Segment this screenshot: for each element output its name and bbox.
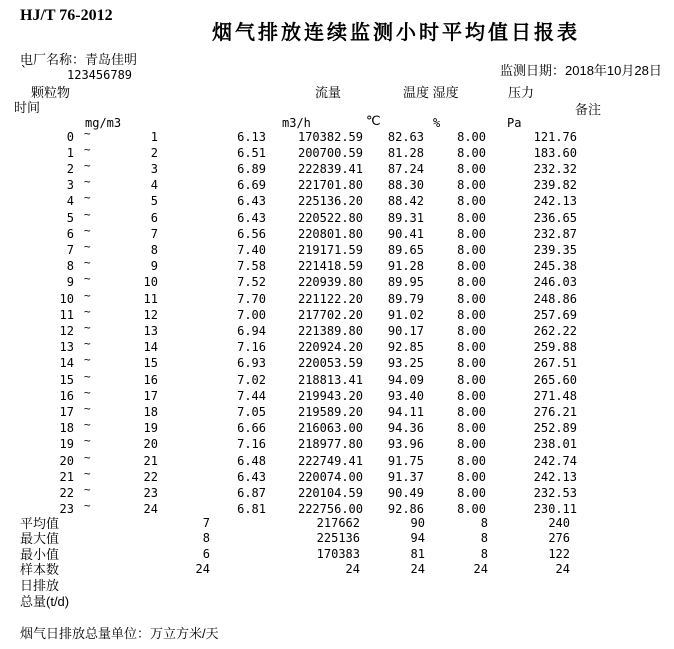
humidity-value: 8.00 (457, 226, 486, 241)
table-row (0, 239, 674, 260)
column-header-flow: 流量 (315, 85, 342, 100)
pressure-value: 238.01 (533, 437, 577, 452)
hour-to: 9 (150, 259, 158, 274)
hour-from: 20 (59, 453, 74, 468)
hour-from: 19 (59, 437, 74, 452)
tilde-separator: ~ (84, 385, 91, 399)
temperature-value: 93.96 (387, 437, 424, 452)
column-header-temp-humidity: 温度 湿度 (403, 85, 459, 100)
hour-to: 16 (143, 372, 158, 387)
temperature-summary: 90 (410, 515, 425, 530)
humidity-value: 8.00 (457, 178, 486, 193)
hour-to: 12 (143, 307, 158, 322)
table-row (0, 126, 674, 147)
hour-to: 1 (150, 129, 158, 144)
hour-to: 18 (143, 404, 158, 419)
hour-from: 5 (66, 210, 74, 225)
pressure-summary: 240 (548, 515, 570, 530)
table-row (0, 272, 674, 292)
flow-value: 219943.20 (297, 388, 363, 403)
humidity-value: 8.00 (457, 372, 486, 387)
hour-from: 14 (59, 356, 74, 371)
pressure-value: 252.89 (533, 421, 577, 436)
hour-from: 23 (59, 502, 74, 517)
temperature-value: 93.25 (387, 356, 424, 371)
tilde-separator: ~ (84, 450, 91, 464)
plant-name-label: 电厂名称：青岛佳明 (20, 52, 138, 67)
tilde-separator: ~ (84, 466, 91, 480)
pressure-summary: 276 (548, 531, 570, 546)
hour-to: 6 (150, 210, 158, 225)
humidity-value: 8.00 (457, 275, 486, 290)
dust-summary: 6 (202, 546, 210, 561)
humidity-value: 8.00 (457, 340, 486, 355)
dust-value: 6.56 (237, 226, 266, 241)
summary-row (0, 532, 674, 548)
hour-to: 21 (143, 453, 158, 468)
table-row (0, 175, 674, 195)
humidity-value: 8.00 (457, 259, 486, 274)
table-row (0, 434, 674, 454)
tilde-separator: ~ (84, 369, 91, 383)
hour-from: 22 (59, 485, 74, 500)
humidity-value: 8.00 (457, 356, 486, 371)
temperature-value: 89.95 (387, 275, 424, 290)
humidity-value: 8.00 (457, 210, 486, 225)
pressure-value: 242.13 (533, 194, 577, 209)
hour-to: 22 (143, 469, 158, 484)
temperature-value: 90.49 (387, 485, 424, 500)
dust-value: 6.51 (237, 145, 266, 160)
humidity-value: 8.00 (457, 161, 486, 176)
tilde-separator: ~ (84, 337, 91, 351)
dust-value: 6.43 (237, 469, 266, 484)
hour-from: 18 (59, 421, 74, 436)
dust-value: 6.93 (237, 356, 266, 371)
hour-to: 2 (150, 145, 158, 160)
tilde-separator: ~ (84, 126, 91, 140)
pressure-value: 265.60 (533, 372, 577, 387)
humidity-summary: 8 (480, 515, 488, 530)
hour-from: 8 (66, 259, 74, 274)
table-row (0, 223, 674, 244)
column-header-pressure: 压力 (508, 85, 535, 100)
hour-to: 10 (143, 275, 158, 290)
pressure-value: 267.51 (533, 356, 577, 371)
dust-summary: 8 (202, 531, 210, 546)
flow-value: 220939.80 (297, 275, 363, 290)
temperature-value: 92.85 (387, 340, 424, 355)
tilde-separator: ~ (84, 401, 91, 415)
hour-from: 0 (66, 129, 74, 144)
humidity-value: 8.00 (457, 291, 486, 306)
temperature-value: 94.09 (387, 372, 424, 387)
temperature-value: 88.30 (387, 178, 424, 193)
temperature-value: 94.36 (387, 421, 424, 436)
dust-value: 6.48 (237, 453, 266, 468)
pressure-value: 230.11 (533, 502, 577, 517)
pressure-value: 239.82 (533, 178, 577, 193)
dust-value: 6.13 (237, 129, 266, 144)
humidity-value: 8.00 (457, 437, 486, 452)
tilde-separator: ~ (84, 239, 91, 253)
temperature-value: 92.86 (387, 502, 424, 517)
pressure-value: 262.22 (533, 323, 577, 338)
hour-to: 19 (143, 421, 158, 436)
pressure-value: 232.32 (533, 161, 577, 176)
hour-to: 24 (143, 502, 158, 517)
hour-to: 8 (150, 242, 158, 257)
tilde-separator: ~ (84, 175, 91, 189)
pressure-value: 271.48 (533, 388, 577, 403)
humidity-value: 8.00 (457, 404, 486, 419)
hour-from: 4 (66, 194, 74, 209)
temperature-value: 94.11 (387, 404, 424, 419)
flow-value: 218977.80 (297, 437, 363, 452)
pressure-value: 242.13 (533, 469, 577, 484)
pressure-value: 246.03 (533, 275, 577, 290)
tilde-separator: ~ (84, 288, 91, 302)
pressure-value: 242.74 (533, 453, 577, 468)
flow-value: 225136.20 (297, 194, 363, 209)
hour-to: 17 (143, 388, 158, 403)
temperature-value: 91.28 (387, 259, 424, 274)
humidity-summary: 8 (480, 531, 488, 546)
humidity-summary: 24 (473, 562, 488, 577)
hour-from: 16 (59, 388, 74, 403)
summary-row (0, 579, 674, 595)
pressure-value: 257.69 (533, 307, 577, 322)
flow-summary: 217662 (316, 515, 360, 530)
table-row (0, 191, 674, 211)
table-row (0, 320, 674, 341)
tilde-separator: ~ (84, 499, 91, 513)
hour-from: 11 (59, 307, 74, 322)
temperature-value: 91.02 (387, 307, 424, 322)
summary-row (0, 548, 674, 564)
table-row (0, 450, 674, 471)
flow-value: 221122.20 (297, 291, 363, 306)
hour-to: 3 (150, 161, 158, 176)
tilde-separator: ~ (84, 191, 91, 205)
summary-row (0, 595, 674, 611)
flow-summary: 225136 (316, 531, 360, 546)
temperature-value: 91.75 (387, 453, 424, 468)
tilde-separator: ~ (84, 304, 91, 318)
tilde-separator: ~ (84, 353, 91, 367)
unit-flow: m3/h (282, 116, 311, 130)
tilde-separator: ~ (84, 256, 91, 270)
column-header-time: 时间 (14, 100, 41, 115)
table-row (0, 207, 674, 228)
flow-value: 170382.59 (297, 129, 363, 144)
standard-number: HJ/T 76-2012 (20, 7, 113, 24)
flow-summary: 170383 (316, 546, 360, 561)
temperature-value: 90.41 (387, 226, 424, 241)
dust-value: 6.94 (237, 323, 266, 338)
summary-label: 总量(t/d) (20, 593, 70, 609)
temperature-value: 90.17 (387, 323, 424, 338)
humidity-value: 8.00 (457, 453, 486, 468)
unit-temperature: ℃ (366, 114, 381, 129)
humidity-value: 8.00 (457, 323, 486, 338)
hour-from: 6 (66, 226, 74, 241)
pressure-value: 236.65 (533, 210, 577, 225)
hour-to: 23 (143, 485, 158, 500)
flow-value: 220053.59 (297, 356, 363, 371)
hour-to: 14 (143, 340, 158, 355)
flow-value: 221701.80 (297, 178, 363, 193)
dust-value: 6.81 (237, 502, 266, 517)
table-row (0, 466, 674, 487)
table-row (0, 304, 674, 325)
report-title: 烟气排放连续监测小时平均值日报表 (212, 22, 580, 44)
flow-value: 220801.80 (297, 226, 363, 241)
dust-summary: 24 (195, 562, 210, 577)
dust-value: 7.40 (237, 242, 266, 257)
flow-value: 222756.00 (297, 502, 363, 517)
unit-dust: mg/m3 (85, 116, 122, 130)
dust-value: 6.43 (237, 210, 266, 225)
pressure-value: 232.87 (533, 226, 577, 241)
hour-from: 3 (66, 178, 74, 193)
temperature-summary: 94 (410, 531, 425, 546)
dust-value: 7.16 (237, 340, 266, 355)
dust-value: 6.89 (237, 161, 266, 176)
humidity-value: 8.00 (457, 388, 486, 403)
table-row (0, 401, 674, 422)
flow-value: 218813.41 (297, 372, 363, 387)
tilde-separator: ~ (84, 142, 91, 156)
humidity-value: 8.00 (457, 129, 486, 144)
flow-value: 219589.20 (297, 404, 363, 419)
hour-to: 15 (143, 356, 158, 371)
table-row (0, 158, 674, 179)
flow-value: 220522.80 (297, 210, 363, 225)
plant-code: 123456789 (67, 68, 133, 82)
dust-value: 6.69 (237, 178, 266, 193)
humidity-value: 8.00 (457, 194, 486, 209)
flow-value: 220104.59 (297, 485, 363, 500)
flow-summary: 24 (345, 562, 360, 577)
table-row (0, 353, 674, 373)
flow-value: 200700.59 (297, 145, 363, 160)
table-row (0, 482, 674, 503)
table-row (0, 256, 674, 276)
temperature-value: 91.37 (387, 469, 424, 484)
table-row (0, 418, 674, 438)
humidity-value: 8.00 (457, 469, 486, 484)
flow-value: 222749.41 (297, 453, 363, 468)
humidity-value: 8.00 (457, 242, 486, 257)
table-row (0, 288, 674, 309)
hour-from: 13 (59, 340, 74, 355)
hour-from: 15 (59, 372, 74, 387)
flow-value: 221389.80 (297, 323, 363, 338)
humidity-value: 8.00 (457, 421, 486, 436)
dust-value: 7.00 (237, 307, 266, 322)
hour-from: 21 (59, 469, 74, 484)
flow-value: 220924.20 (297, 340, 363, 355)
hour-to: 4 (150, 178, 158, 193)
humidity-value: 8.00 (457, 485, 486, 500)
hour-to: 13 (143, 323, 158, 338)
summary-label: 平均值 (20, 515, 60, 531)
column-header-dust: 颗粒物 (31, 85, 71, 100)
hour-to: 7 (150, 226, 158, 241)
pressure-summary: 122 (548, 546, 570, 561)
tilde-separator: ~ (84, 434, 91, 448)
pressure-value: 183.60 (533, 145, 577, 160)
dust-value: 7.58 (237, 259, 266, 274)
tilde-separator: ~ (84, 272, 91, 286)
flow-value: 217702.20 (297, 307, 363, 322)
tilde-separator: ~ (84, 482, 91, 496)
column-header-remark: 备注 (575, 102, 602, 117)
hour-to: 5 (150, 194, 158, 209)
dust-value: 7.05 (237, 404, 266, 419)
flow-value: 222839.41 (297, 161, 363, 176)
tilde-separator: ~ (84, 207, 91, 221)
monitor-date-label: 监测日期：2018年10月28日 (500, 63, 662, 78)
pressure-summary: 24 (555, 562, 570, 577)
temperature-value: 93.40 (387, 388, 424, 403)
dust-value: 7.70 (237, 291, 266, 306)
dust-value: 6.87 (237, 485, 266, 500)
temperature-value: 81.28 (387, 145, 424, 160)
table-row (0, 337, 674, 357)
temperature-value: 89.31 (387, 210, 424, 225)
temperature-value: 89.65 (387, 242, 424, 257)
summary-label: 最小值 (20, 546, 60, 562)
flow-value: 219171.59 (297, 242, 363, 257)
hour-from: 2 (66, 161, 74, 176)
unit-humidity: % (433, 116, 441, 130)
emission-unit-note: 烟气日排放总量单位：万立方米/天 (20, 626, 219, 641)
temperature-value: 82.63 (387, 129, 424, 144)
dust-value: 7.44 (237, 388, 266, 403)
pressure-value: 276.21 (533, 404, 577, 419)
summary-row (0, 563, 674, 579)
tilde-separator: ~ (84, 223, 91, 237)
hour-to: 11 (143, 291, 158, 306)
summary-label: 日排放 (20, 577, 60, 593)
humidity-value: 8.00 (457, 307, 486, 322)
humidity-value: 8.00 (457, 145, 486, 160)
table-row (0, 385, 674, 406)
dust-summary: 7 (202, 515, 210, 530)
dust-value: 7.16 (237, 437, 266, 452)
summary-label: 最大值 (20, 531, 60, 547)
temperature-value: 89.79 (387, 291, 424, 306)
flow-value: 221418.59 (297, 259, 363, 274)
unit-pressure: Pa (507, 116, 522, 130)
pressure-value: 259.88 (533, 340, 577, 355)
flow-value: 216063.00 (297, 421, 363, 436)
pressure-value: 239.35 (533, 242, 577, 257)
pressure-value: 245.38 (533, 259, 577, 274)
pressure-value: 121.76 (533, 129, 577, 144)
hour-from: 1 (66, 145, 74, 160)
dust-value: 6.43 (237, 194, 266, 209)
hour-from: 10 (59, 291, 74, 306)
dust-value: 6.66 (237, 421, 266, 436)
summary-row (0, 517, 674, 533)
pressure-value: 248.86 (533, 291, 577, 306)
tilde-separator: ~ (84, 418, 91, 432)
temperature-summary: 24 (410, 562, 425, 577)
humidity-summary: 8 (480, 546, 488, 561)
table-row (0, 369, 674, 390)
temperature-summary: 81 (410, 546, 425, 561)
temperature-value: 87.24 (387, 161, 424, 176)
hour-from: 7 (66, 242, 74, 257)
humidity-value: 8.00 (457, 502, 486, 517)
tilde-separator: ~ (84, 320, 91, 334)
flow-value: 220074.00 (297, 469, 363, 484)
temperature-value: 88.42 (387, 194, 424, 209)
dust-value: 7.52 (237, 275, 266, 290)
dust-value: 7.02 (237, 372, 266, 387)
tilde-separator: ~ (84, 158, 91, 172)
hour-from: 12 (59, 323, 74, 338)
hour-from: 9 (66, 275, 74, 290)
pressure-value: 232.53 (533, 485, 577, 500)
hour-from: 17 (59, 404, 74, 419)
table-row (0, 142, 674, 163)
plant-code-mark: ` (20, 65, 28, 80)
hour-to: 20 (143, 437, 158, 452)
summary-label: 样本数 (20, 562, 60, 578)
